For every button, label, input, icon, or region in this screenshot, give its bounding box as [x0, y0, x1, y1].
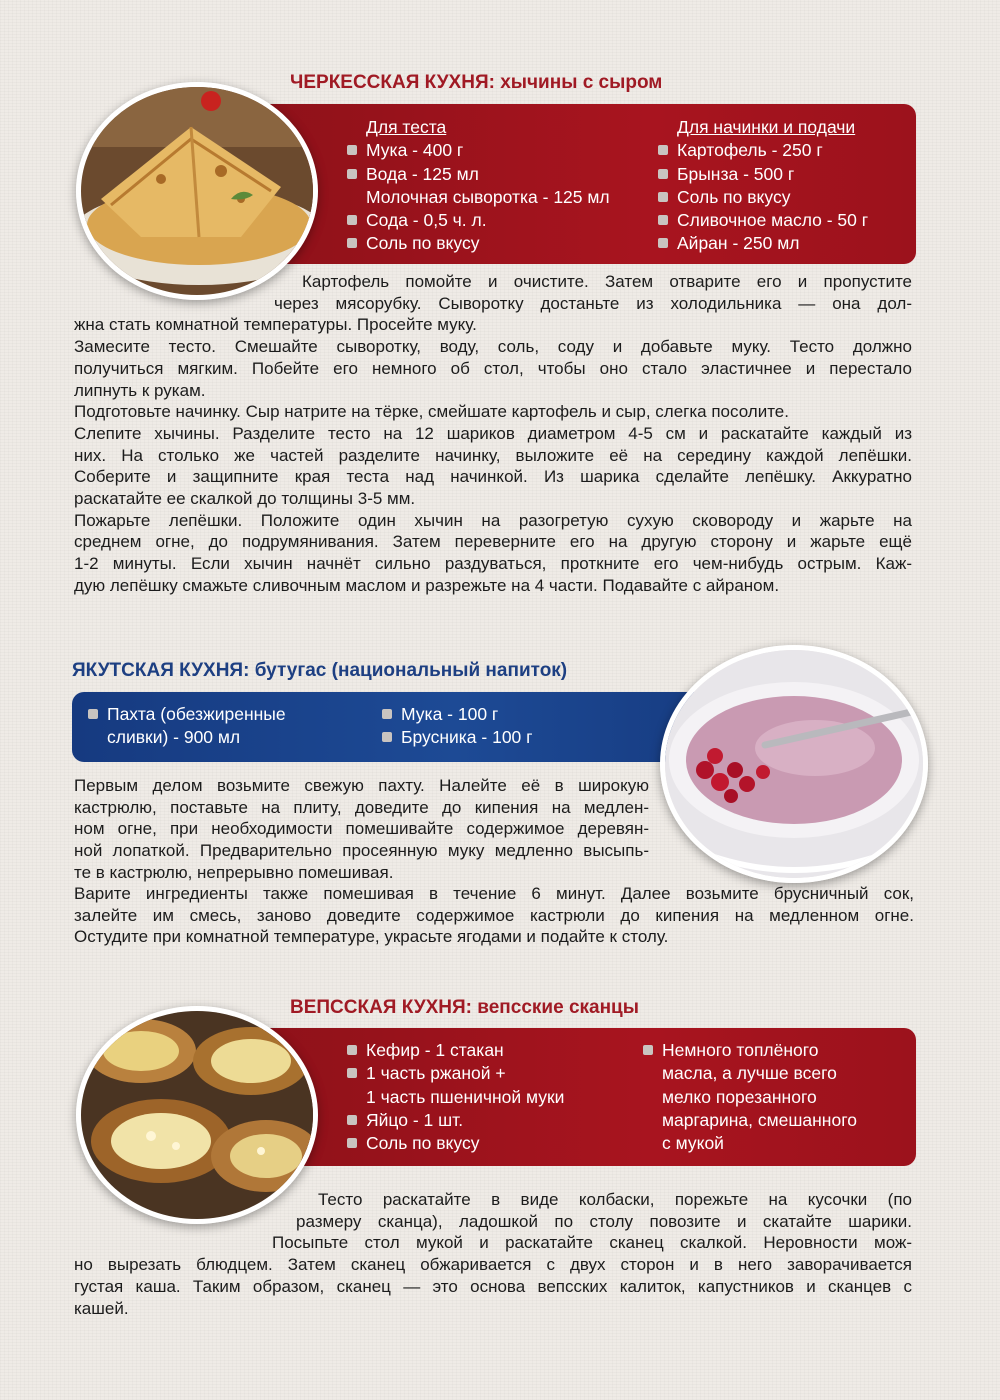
- butter-item: масла, а лучше всего: [662, 1063, 837, 1084]
- instruction-line: Подготовьте начинку. Сыр натрите на тёрке, смейшате картофель и сыр, слегка посолите.: [74, 402, 789, 422]
- section2-dish: бутугас (национальный напиток): [254, 660, 568, 681]
- instruction-line: ном огне, при необходимости помешивайте содержимое деревян-: [74, 819, 649, 839]
- section1-kitchen: ЧЕРКЕССКАЯ КУХНЯ:: [290, 72, 495, 93]
- instruction-line: Пожарьте лепёшки. Положите один хычин на разогретую сухую сковороду и жарьте на: [74, 510, 912, 530]
- lingonberry-item: Брусника - 100 г: [382, 726, 533, 749]
- section1-instructions: [74, 271, 912, 597]
- instruction-line: Соберите и защипните края теста над начинкой. Из шарика сделайте лепёшку. Аккуратно: [74, 467, 912, 487]
- filling-item: Брынза - 500 г: [658, 163, 868, 186]
- kefir-item: Кефир - 1 стакан: [347, 1039, 564, 1062]
- flour-item: Мука - 100 г: [382, 703, 533, 726]
- instruction-line: Остудите при комнатной температуре, украсьте ягодами и подайте к столу.: [74, 927, 669, 947]
- butter-item: мелко порезанного: [662, 1086, 817, 1107]
- instruction-line: залейте им смесь, заново доведите содержимое кастрюли до кипения на медленном огне.: [74, 905, 914, 925]
- instruction-line: Картофель помойте и очистите. Затем отварите его и пропустите: [302, 272, 912, 291]
- butter-item: Немного топлёного: [643, 1039, 857, 1062]
- dough-heading: Для теста: [366, 117, 447, 137]
- salt-item: Соль по вкусу: [347, 1132, 564, 1155]
- dough-item: Вода - 125 мл: [347, 163, 610, 186]
- section1-dough-column: [347, 116, 610, 256]
- instruction-line: Замесите тесто. Смешайте сыворотку, воду, соль, соду и добавьте муку. Тесто должно: [74, 337, 912, 357]
- section3-instructions: [74, 1189, 912, 1319]
- butter-item: маргарина, смешанного: [662, 1109, 857, 1130]
- dough-item: Мука - 400 г: [347, 139, 610, 162]
- instruction-line: кашей.: [74, 1298, 129, 1318]
- filling-item: Айран - 250 мл: [658, 232, 868, 255]
- instruction-line: кастрюлю, поставьте на плиту, доведите до кипения на медлен-: [74, 797, 649, 817]
- instruction-line: Первым делом возьмите свежую пахту. Налейте её в широкую: [74, 776, 649, 795]
- section2-col1: [88, 703, 286, 750]
- instruction-line: через мясорубку. Сыворотку достаньте из холодильника — она дол-: [274, 293, 912, 313]
- instruction-line: раскатайте ее скалкой до толщины 3-5 мм.: [74, 489, 416, 509]
- instruction-line: Слепите хычины. Разделите тесто на 12 шариков диаметром 4-5 см и раскатайте каждый из: [74, 423, 912, 443]
- khychiny-photo: [76, 82, 318, 300]
- section1-title: [290, 72, 662, 94]
- filling-item: Соль по вкусу: [658, 186, 868, 209]
- filling-heading: Для начинки и подачи: [677, 117, 856, 137]
- instruction-line: но вырезать блюдцем. Затем сканец обжаривается с двух сторон и в него заворачивается: [74, 1255, 912, 1275]
- section3-col2: [643, 1039, 857, 1155]
- instruction-line: ной лопаткой. Предварительно просеянную муку медленно высыпь-: [74, 841, 649, 861]
- section2-col2: [382, 703, 533, 750]
- flour-item: 1 часть ржаной +: [347, 1062, 564, 1085]
- instruction-line: густая каша. Таким образом, сканец — это основа вепсских калиток, капустников и сканцев с: [74, 1276, 912, 1296]
- instruction-line: липнуть к рукам.: [74, 380, 206, 400]
- instruction-line: жна стать комнатной температуры. Просейте муку.: [74, 315, 477, 335]
- section1-filling-column: [658, 116, 868, 256]
- section3-dish: вепсские сканцы: [477, 997, 639, 1018]
- dough-item: Соль по вкусу: [347, 232, 610, 255]
- section2-kitchen: ЯКУТСКАЯ КУХНЯ:: [72, 660, 250, 681]
- instruction-line: Тесто раскатайте в виде колбаски, порежьте на кусочки (по: [318, 1190, 912, 1209]
- instruction-line: Варите ингредиенты также помешивая в течение 6 минут. Далее возьмите брусничный сок,: [74, 884, 914, 903]
- instruction-line: них. На столько же частей разделите начинку, выложите её на середину каждой лепёшки.: [74, 445, 912, 465]
- instruction-line: получиться мягким. Побейте его немного об стол, чтобы оно стало эластичнее и перестало: [74, 358, 912, 378]
- instruction-line: Посыпьте стол мукой и раскатайте сканец скалкой. Неровности мож-: [272, 1233, 912, 1253]
- section2-title: [72, 660, 567, 682]
- instruction-line: дую лепёшку смажьте сливочным маслом и разрежьте на 4 части. Подавайте с айраном.: [74, 575, 780, 595]
- instruction-line: среднем огне, до подрумянивания. Затем переверните его на другую сторону и жарьте ещё: [74, 532, 912, 552]
- instruction-line: 1-2 минуты. Если хычин начнёт сильно раздуваться, проткните его чем-нибудь острым. Каж-: [74, 554, 912, 574]
- section3-kitchen: ВЕПССКАЯ КУХНЯ:: [290, 997, 473, 1018]
- buttermilk-item: сливки) - 900 мл: [107, 727, 241, 748]
- buttermilk-item: Пахта (обезжиренные: [88, 703, 286, 726]
- dough-item: Сода - 0,5 ч. л.: [347, 209, 610, 232]
- instruction-line: те в кастрюлю, непрерывно помешивая.: [74, 862, 394, 882]
- dough-item: Молочная сыворотка - 125 мл: [366, 186, 610, 207]
- instruction-line: размеру сканца), ладошкой по столу повозите и скатайте шарики.: [296, 1211, 912, 1231]
- egg-item: Яйцо - 1 шт.: [347, 1109, 564, 1132]
- butugas-photo: [660, 645, 928, 883]
- section3-col1: [347, 1039, 564, 1155]
- section1-dish: хычины с сыром: [500, 72, 663, 93]
- section2-instructions-bottom: [74, 883, 914, 948]
- filling-item: Картофель - 250 г: [658, 139, 868, 162]
- flour-item: 1 часть пшеничной муки: [366, 1086, 565, 1107]
- butter-item: с мукой: [662, 1133, 724, 1154]
- section3-title: [290, 997, 639, 1019]
- filling-item: Сливочное масло - 50 г: [658, 209, 868, 232]
- section2-instructions-top: [74, 775, 649, 884]
